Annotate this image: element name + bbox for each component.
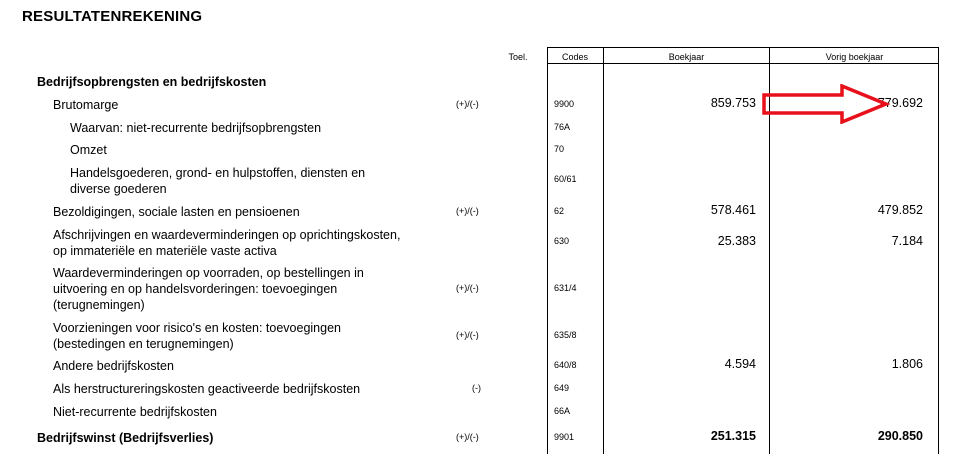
row-label-continued: diverse goederen xyxy=(70,182,167,196)
row-label: Waardeverminderingen op voorraden, op bestellingen in xyxy=(53,266,364,280)
row-current-value-total: 251.315 xyxy=(710,429,756,443)
row-sign: (+)/(-) xyxy=(456,432,479,442)
row-code: 9900 xyxy=(554,99,575,109)
row-sign: (+)/(-) xyxy=(456,283,479,293)
row-code: 635/8 xyxy=(554,330,577,340)
codes-right-border xyxy=(603,47,604,454)
row-current-value: 4.594 xyxy=(724,357,756,371)
row-label: Bezoldigingen, sociale lasten en pensioenen xyxy=(53,205,300,219)
header-boekjaar: Boekjaar xyxy=(668,52,705,62)
row-previous-value-total: 290.850 xyxy=(877,429,923,443)
row-code: 649 xyxy=(554,383,570,393)
header-vorig-boekjaar: Vorig boekjaar xyxy=(825,52,884,62)
row-code: 640/8 xyxy=(554,360,577,370)
row-label: Als herstructureringskosten geactiveerde bedrijfskosten xyxy=(53,382,361,396)
row-current-value: 25.383 xyxy=(717,234,756,248)
row-current-value: 859.753 xyxy=(710,96,756,110)
row-code: 631/4 xyxy=(554,283,577,293)
row-label: Niet-recurrente bedrijfskosten xyxy=(53,405,217,419)
header-codes: Codes xyxy=(561,52,588,62)
row-previous-value: 479.852 xyxy=(877,203,923,217)
row-label-continued: (bestedingen en terugnemingen) xyxy=(53,337,234,351)
section-heading: Bedrijfsopbrengsten en bedrijfskosten xyxy=(37,75,267,89)
row-current-value: 578.461 xyxy=(710,203,756,217)
row-code: 9901 xyxy=(554,432,575,442)
codes-left-border xyxy=(547,47,548,454)
row-code: 66A xyxy=(554,406,571,416)
row-previous-value: 7.184 xyxy=(891,234,923,248)
row-sign: (-) xyxy=(472,383,481,393)
row-label-continued: uitvoering en op handelsvorderingen: toevoegingen xyxy=(53,282,338,296)
row-code: 62 xyxy=(554,206,565,216)
header-top-border xyxy=(547,47,939,48)
row-previous-value: 1.806 xyxy=(891,357,923,371)
row-label-continued: (terugnemingen) xyxy=(53,298,145,312)
row-label: Brutomarge xyxy=(53,98,119,112)
row-label: Waarvan: niet-recurrente bedrijfsopbrengsten xyxy=(70,121,322,135)
row-code: 60/61 xyxy=(554,174,577,184)
row-code: 70 xyxy=(554,144,565,154)
row-sign: (+)/(-) xyxy=(456,99,479,109)
row-sign: (+)/(-) xyxy=(456,330,479,340)
row-code: 630 xyxy=(554,236,570,246)
row-label: Handelsgoederen, grond- en hulpstoffen, diensten en xyxy=(70,166,366,180)
row-label: Voorzieningen voor risico's en kosten: toevoegingen xyxy=(53,321,341,335)
row-label-total: Bedrijfswinst (Bedrijfsverlies) xyxy=(37,431,214,445)
row-previous-value: 779.692 xyxy=(877,96,923,110)
row-label: Afschrijvingen en waardeverminderingen op oprichtingskosten, xyxy=(53,228,401,242)
row-code: 76A xyxy=(554,122,571,132)
vorig-right-border xyxy=(938,47,939,454)
row-label: Omzet xyxy=(70,143,107,157)
page-title: RESULTATENREKENING xyxy=(22,8,203,25)
row-sign: (+)/(-) xyxy=(456,206,479,216)
row-label: Andere bedrijfskosten xyxy=(53,359,174,373)
row-label-continued: op immateriële en materiële vaste activa xyxy=(53,244,277,258)
header-bottom-border xyxy=(547,63,939,64)
red-arrow-icon xyxy=(762,84,892,124)
header-toel: Toel. xyxy=(508,52,528,62)
